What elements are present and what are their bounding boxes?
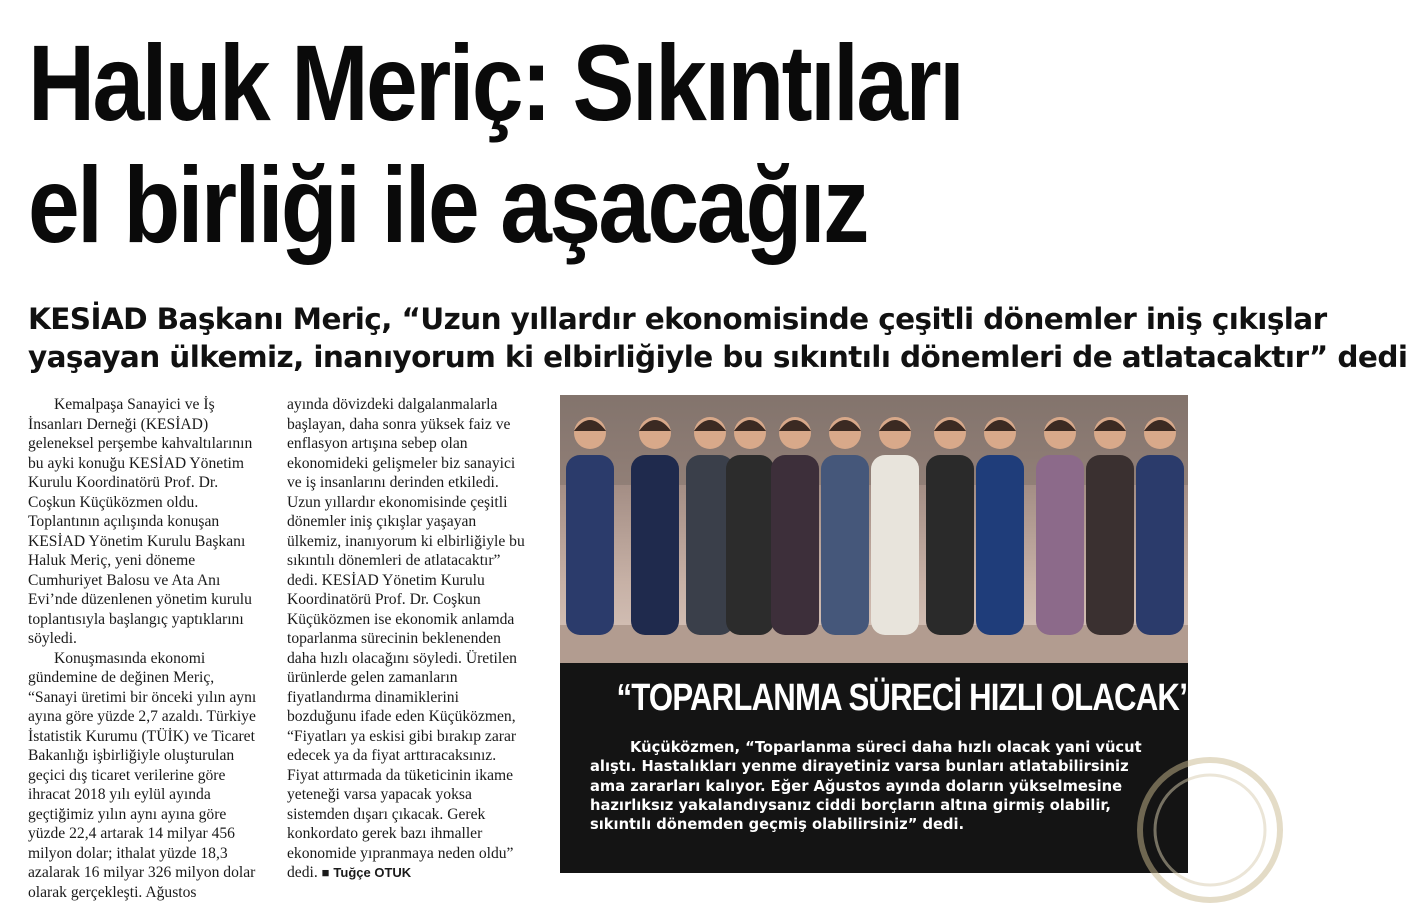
- headline-line-2: el birliği ile aşacağız: [28, 144, 867, 265]
- quote-text: Küçüközmen, “Toparlanma süreci daha hızlı olacak yani vücut alıştı. Hastalıkları yenme dirayetiniz varsa bunları atlatabilirsiniz ama zararları kalıyor. Eğer Ağustos ayında doların yükselmesine hazırlıksız yakalandıysanız ciddi borçların altına girmiş olabilir, sıkıntılı dönemden geçmiş olabilirsiniz” dedi.: [590, 739, 1142, 834]
- group-photo: [560, 395, 1188, 663]
- article-paragraph-3-text: ayında dövizdeki dalgalanmalarla başlayan, daha sonra yüksek faiz ve enflasyon artışına sebep olan ekonomideki gelişmeler biz sanayici ve iş insanlarını derinden etkiledi. Uzun yıllardır ekonomisinde çeşitli dönemler iniş çıkışlar yaşayan ülkemiz, inanıyorum ki elbirliğiyle bu sıkıntılı dönemleri de atlatacaktır” dedi. KESİAD Yönetim Kurulu Koordinatörü Prof. Dr. Coşkun Küçüközmen ise ekonomik anlamda toparlanma sürecinin beklenenden daha hızlı olacağını söyledi. Üretilen ürünlerde gelen zamanların fiyatlandırma dinamiklerini bozduğunu ifade eden Küçüközmen, “Fiyatları ya eskisi gibi bırakıp zarar edecek ya da fiyat arttıracaksınız. Fiyat attırmada da tüketicinin ikame yeteneği varsa yapacak yoksa sistemden dışarı çıkacak. Gerek konkordato gerek bazı ihmaller ekonomide yıpranmaya neden oldu” dedi.: [287, 396, 525, 881]
- article-paragraph-3: [287, 395, 527, 883]
- quote-title: “TOPARLANMA SÜRECİ HIZLI OLACAK”: [616, 677, 1194, 719]
- headline: [28, 22, 1026, 266]
- article-column-2: [287, 395, 527, 883]
- article-paragraph-2: Konuşmasında ekonomi gündemine de değinen Meriç, “Sanayi üretimi bir önceki yılın aynı ayına göre yüzde 2,7 azaldı. Türkiye İstatistik Kurumu (TÜİK) ve Ticaret Bakanlığı işbirliğiyle oluşturulan geçici dış ticaret verilerine göre ihracat 2018 yılı eylül ayında geçtiğimiz yılın aynı ayına göre yüzde 22,4 artarak 14 milyar 456 milyon dolar; ithalat yüzde 18,3 azalarak 16 milyar 326 milyon dolar olarak gerçekleşti. Ağustos: [28, 649, 257, 901]
- group-photo-icon: [560, 395, 1188, 663]
- subheadline-line-1: KESİAD Başkanı Meriç, “Uzun yıllardır ekonomisinde çeşitli dönemler iniş çıkışlar: [28, 302, 1327, 336]
- article-paragraph-1: Kemalpaşa Sanayici ve İş İnsanları Derneği (KESİAD) geleneksel perşembe kahvaltılarının bu ayki konuğu KESİAD Yönetim Kurulu Koordinatörü Prof. Dr. Coşkun Küçüközmen oldu. Toplantının açılışında konuşan KESİAD Yönetim Kurulu Başkanı Haluk Meriç, yeni döneme Cumhuriyet Balosu ve Ata Anı Evi’nde düzenlenen yönetim kurulu toplantısıyla başlangıç yaptıklarını söyledi.: [28, 396, 253, 647]
- headline-line-1: Haluk Meriç: Sıkıntıları: [28, 22, 963, 143]
- byline-mark: ■: [321, 865, 330, 880]
- subheadline-line-2: yaşayan ülkemiz, inanıyorum ki elbirliğiyle bu sıkıntılı dönemleri de atlatacaktır” dedi: [28, 340, 1407, 374]
- quote-box: [560, 663, 1194, 873]
- subheadline: [28, 300, 1407, 376]
- decorative-circle-icon: [1120, 680, 1200, 913]
- article-column-1: [28, 395, 264, 902]
- byline: Tuğçe OTUK: [333, 865, 412, 880]
